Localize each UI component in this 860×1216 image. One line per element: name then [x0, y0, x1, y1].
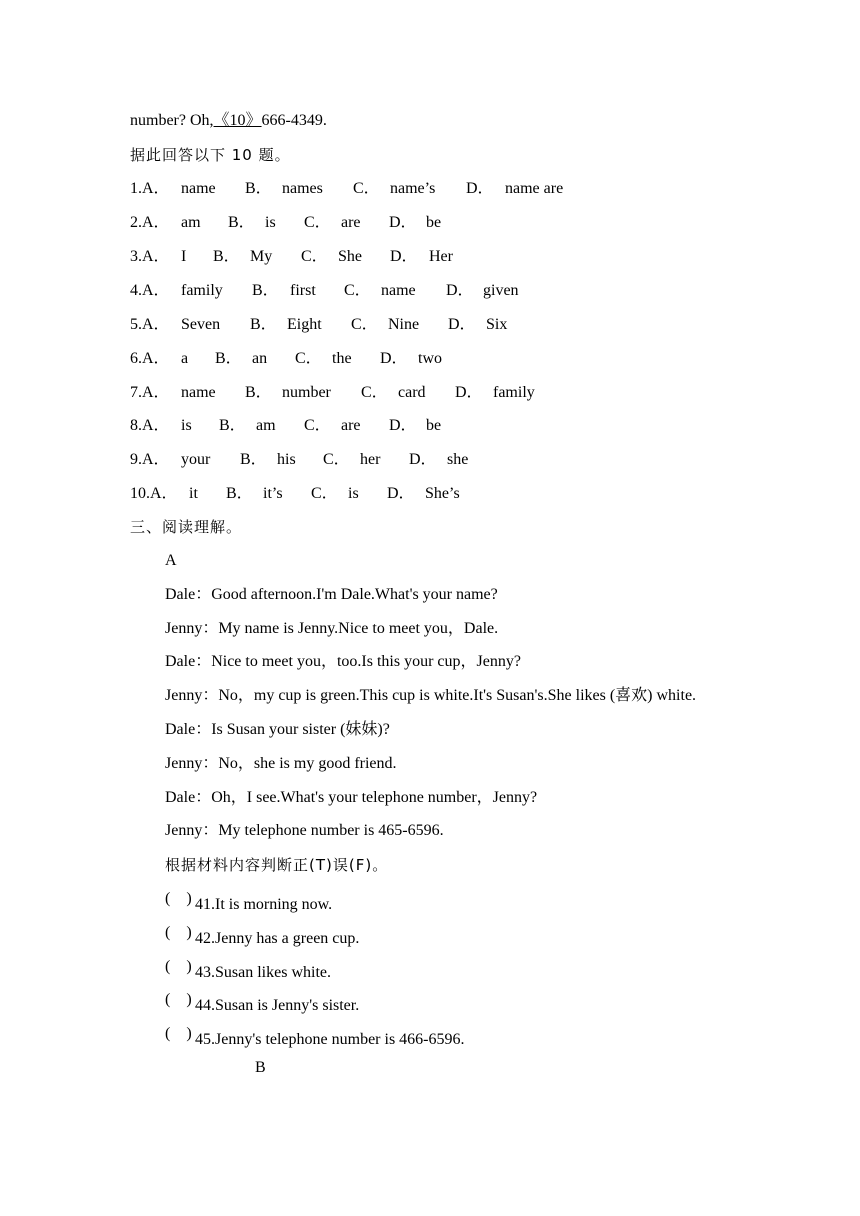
question-number: 3.A． [130, 248, 170, 265]
option-c-label: C． [304, 214, 331, 231]
option-d-label: D． [389, 417, 417, 434]
option-d-label: D． [380, 350, 408, 367]
answer-blank: ( ) [165, 958, 192, 975]
option-c-label: C． [301, 248, 328, 265]
question-number: 4.A． [130, 282, 170, 299]
question-number: 1.A． [130, 180, 170, 197]
dialogue-line: Dale：Nice to meet you，too.Is this your cup，Jenny? [165, 653, 521, 670]
dialogue-line: Jenny：No，my cup is green.This cup is white.It's Susan's.She likes (喜欢) white. [165, 687, 697, 704]
option-c-label: C． [311, 485, 338, 502]
option-a: your [181, 451, 211, 468]
question-number: 6.A． [130, 350, 170, 367]
tf-statement: 42.Jenny has a green cup. [195, 930, 360, 947]
option-b: it’s [263, 485, 283, 502]
option-d: Six [486, 316, 508, 333]
option-c: is [348, 485, 359, 502]
option-b-label: B． [250, 316, 277, 333]
section-3-title: 三、阅读理解。 [130, 518, 243, 536]
option-c: card [398, 384, 426, 401]
tf-instruction: 根据材料内容判断正(T)误(F)。 [165, 856, 389, 874]
tf-item [165, 889, 333, 913]
option-b-label: B． [226, 485, 253, 502]
option-a: I [181, 248, 187, 265]
answer-blank: ( ) [165, 924, 192, 941]
tf-statement: 45.Jenny's telephone number is 466-6596. [195, 1031, 465, 1048]
option-b-label: B． [219, 417, 246, 434]
option-b: Eight [287, 316, 322, 333]
option-b: is [265, 214, 276, 231]
option-a: is [181, 417, 192, 434]
question-number: 10.A． [130, 485, 178, 502]
dialogue-line: Jenny：My telephone number is 465-6596. [165, 822, 444, 839]
question-number: 7.A． [130, 384, 170, 401]
option-d-label: D． [387, 485, 415, 502]
question-number: 5.A． [130, 316, 170, 333]
question-number: 8.A． [130, 417, 170, 434]
option-b: number [282, 384, 331, 401]
tf-statement: 44.Susan is Jenny's sister. [195, 997, 360, 1014]
option-c-label: C． [351, 316, 378, 333]
option-d: she [447, 451, 469, 468]
dialogue-line: Dale：Is Susan your sister (妹妹)? [165, 721, 390, 738]
dialogue-line: Jenny：My name is Jenny.Nice to meet you，Dale. [165, 620, 499, 637]
option-a: a [181, 350, 189, 367]
option-d: name are [505, 180, 564, 197]
option-c: the [332, 350, 352, 367]
option-c-label: C． [361, 384, 388, 401]
option-d-label: D． [448, 316, 476, 333]
option-b-label: B． [228, 214, 255, 231]
option-d-label: D． [466, 180, 494, 197]
option-c: are [341, 417, 361, 434]
tf-item [165, 957, 331, 981]
dialogue-line: Jenny：No，she is my good friend. [165, 755, 397, 772]
option-d: She’s [425, 485, 460, 502]
tf-item [165, 1024, 465, 1048]
option-b-label: B． [245, 180, 272, 197]
question-number: 2.A． [130, 214, 170, 231]
tf-item [165, 923, 360, 947]
intro-prefix: number? Oh, [130, 112, 214, 129]
option-b-label: B． [240, 451, 267, 468]
option-b: names [282, 180, 323, 197]
tf-statement: 41.It is morning now. [195, 896, 333, 913]
option-c-label: C． [304, 417, 331, 434]
option-c: name [381, 282, 416, 299]
option-c-label: C． [353, 180, 380, 197]
passage-a-label: A [165, 552, 177, 569]
answer-blank: ( ) [165, 991, 192, 1008]
answer-blank: ( ) [165, 1025, 192, 1042]
option-c-label: C． [344, 282, 371, 299]
intro-suffix: 666-4349. [261, 112, 327, 129]
option-a: name [181, 384, 216, 401]
option-c: name’s [390, 180, 436, 197]
intro-line [130, 111, 327, 131]
blank-10: 《10》 [213, 112, 262, 129]
option-c-label: C． [295, 350, 322, 367]
option-b: an [252, 350, 268, 367]
option-c: She [338, 248, 362, 265]
option-b: am [256, 417, 276, 434]
option-d-label: D． [455, 384, 483, 401]
option-d-label: D． [389, 214, 417, 231]
option-b: first [290, 282, 316, 299]
answer-blank: ( ) [165, 890, 192, 907]
option-a: it [189, 485, 198, 502]
option-c: Nine [388, 316, 420, 333]
option-d-label: D． [390, 248, 418, 265]
dialogue-line: Dale：Good afternoon.I'm Dale.What's your name? [165, 586, 498, 603]
option-c-label: C． [323, 451, 350, 468]
option-d: given [483, 282, 519, 299]
option-b: My [250, 248, 273, 265]
option-d: be [426, 214, 442, 231]
option-d: two [418, 350, 442, 367]
tf-statement: 43.Susan likes white. [195, 964, 331, 981]
dialogue-line: Dale：Oh，I see.What's your telephone number，Jenny? [165, 789, 538, 806]
option-b-label: B． [245, 384, 272, 401]
instruction-answer-10: 据此回答以下 10 题。 [130, 146, 291, 164]
option-b-label: B． [252, 282, 279, 299]
option-d: family [493, 384, 535, 401]
option-a: family [181, 282, 223, 299]
option-a: Seven [181, 316, 221, 333]
option-d: be [426, 417, 442, 434]
question-number: 9.A． [130, 451, 170, 468]
option-a: am [181, 214, 201, 231]
option-d: Her [429, 248, 453, 265]
option-d-label: D． [446, 282, 474, 299]
option-b-label: B． [213, 248, 240, 265]
passage-b-label: B [255, 1059, 266, 1076]
option-b: his [277, 451, 296, 468]
tf-item [165, 990, 360, 1014]
option-a: name [181, 180, 216, 197]
option-b-label: B． [215, 350, 242, 367]
option-c: her [360, 451, 381, 468]
option-d-label: D． [409, 451, 437, 468]
option-c: are [341, 214, 361, 231]
